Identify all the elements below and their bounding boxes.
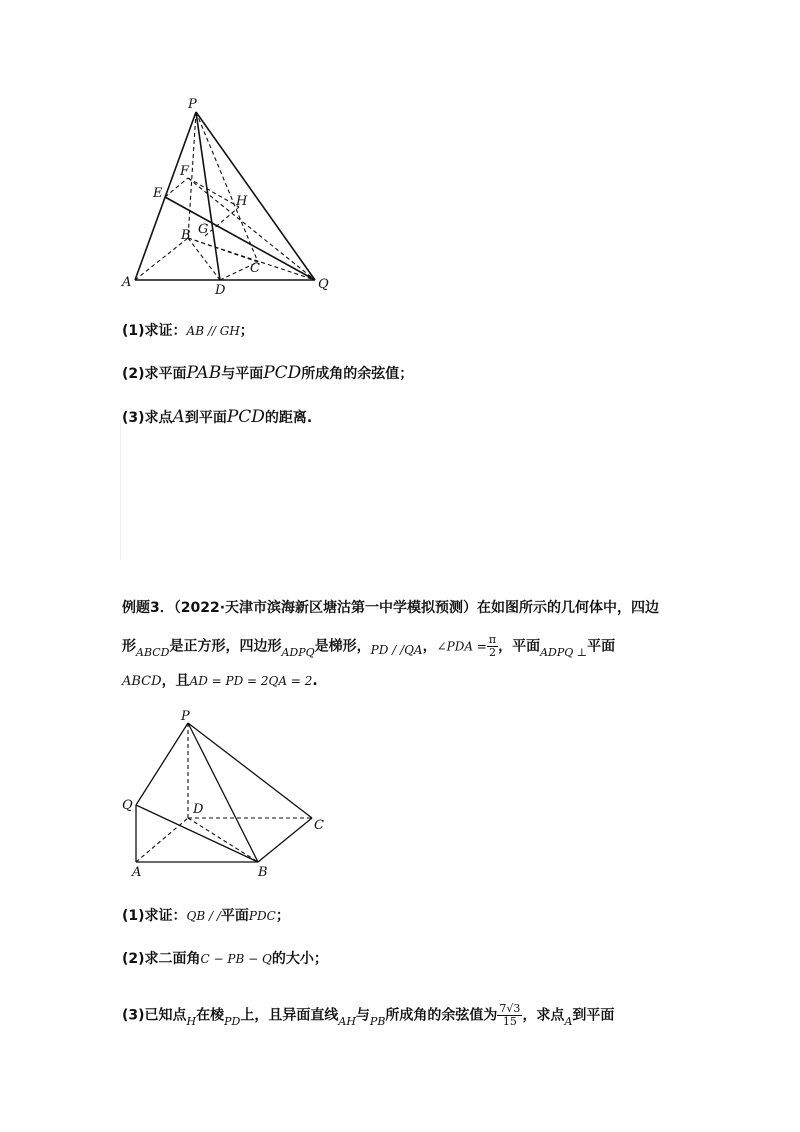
q2-p1-suffix: ； (275, 908, 290, 924)
ex3-l3-m2: AD = PD = 2QA = 2 (189, 674, 313, 688)
ex3-l2-t2: 是正方形，四边形 (169, 638, 282, 655)
q2-p2-prefix: (2)求二面角 (122, 951, 201, 967)
ex3-l2-m4: ∠PDA = (436, 639, 487, 654)
q1-p3-mid: 到平面 (184, 410, 227, 426)
q2-p3-t5: 所成角的余弦值为 (385, 1007, 498, 1024)
figure-2-geometry (0, 705, 800, 885)
label-C2: C (314, 818, 324, 833)
label-P: P (188, 97, 197, 112)
label-F: F (180, 164, 190, 179)
q1-p3-suffix: 的距离. (264, 410, 313, 426)
label-P2: P (181, 709, 190, 724)
q2-p3-t6: ，求点 (522, 1007, 565, 1024)
q2-part-2 (122, 948, 328, 968)
figure-1-geometry (0, 0, 800, 300)
q2-p1-math2: PDC (248, 909, 276, 923)
q2-p3-m3: AH (338, 1014, 356, 1028)
label-D: D (215, 283, 226, 298)
q2-p3-t2: 在棱 (196, 1007, 225, 1024)
label-D2: D (193, 802, 204, 817)
ex3-l2-t6: 平面 (587, 638, 616, 655)
q2-p3-m4: PB (369, 1014, 386, 1028)
example3-line-1: 例题3．（2022·天津市滨海新区塘沽第一中学模拟预测）在如图所示的几何体中，四边 (122, 600, 660, 616)
edge-PD (196, 112, 220, 280)
q2-p3-t3: 上，且异面直线 (240, 1007, 339, 1024)
q2-part-3 (122, 1003, 614, 1028)
q2-p2-math: C − PB − Q (200, 952, 272, 966)
q1-part-3 (122, 407, 312, 427)
label-Q: Q (318, 277, 329, 292)
ex3-l3-t1: ，且 (161, 673, 190, 689)
ex3-l2-t3: 是梯形， (314, 638, 371, 655)
ex3-frac-den: 2 (488, 646, 496, 659)
q1-p2-mid: 与平面 (221, 366, 264, 382)
label-A: A (122, 275, 132, 290)
ex3-l2-t1: 形 (122, 638, 136, 655)
q2-p2-suffix: 的大小； (271, 951, 328, 967)
ex3-l2-t5: ，平面 (498, 638, 541, 655)
ex3-l3-t2: . (312, 673, 318, 689)
q1-part-2 (122, 363, 413, 383)
label-A2: A (132, 865, 142, 880)
ex3-l2-m3: PD / /QA (370, 642, 423, 657)
label-G: G (198, 222, 209, 237)
example3-line-3 (122, 670, 318, 690)
q2-p3-m1: H (186, 1014, 197, 1028)
example3-line-2 (122, 634, 615, 659)
q1-p2-prefix: (2)求平面 (122, 366, 187, 382)
q1-p2-math1: PAB (186, 363, 222, 383)
q2-frac-cos (497, 1003, 522, 1028)
q2-p1-math1: QB / / (186, 909, 221, 923)
q2-p3-m2: PD (224, 1014, 241, 1028)
q1-part-1 (122, 320, 254, 340)
q1-p3-math1: A (172, 407, 185, 427)
q1-p2-math2: PCD (263, 363, 302, 383)
label-B: B (181, 228, 191, 243)
ex3-l2-m2: ADPQ (281, 645, 315, 659)
q1-p1-suffix: ； (239, 323, 254, 339)
ex3-frac-pi-over-2 (487, 634, 498, 659)
q1-p2-suffix: 所成角的余弦值； (301, 366, 414, 382)
label-C: C (250, 261, 260, 276)
ex3-frac-num: π (488, 633, 497, 646)
q1-p1-math: AB // GH (186, 324, 240, 338)
q2-frac-den: 15 (502, 1015, 517, 1028)
ex3-l2-m1: ABCD (136, 645, 170, 659)
q2-p3-m5: A (564, 1014, 573, 1028)
label-H: H (236, 194, 248, 209)
q2-p3-t1: (3)已知点 (122, 1007, 187, 1024)
label-B2: B (258, 865, 268, 880)
faint-margin-rule (120, 420, 121, 560)
q1-p3-prefix: (3)求点 (122, 410, 173, 426)
q2-p1-mid: 平面 (220, 908, 249, 924)
q2-part-1 (122, 905, 290, 925)
q1-p1-prefix: (1)求证： (122, 323, 187, 339)
ex3-l3-m1: ABCD (122, 674, 162, 689)
label-Q2: Q (122, 798, 133, 813)
q1-p3-math2: PCD (226, 407, 265, 427)
q2-frac-num: 7√3 (499, 1002, 521, 1015)
q2-p3-t7: 到平面 (572, 1007, 615, 1024)
q2-p3-t4: 与 (355, 1007, 370, 1024)
ex3-l2-m5: ADPQ ⊥ (540, 645, 588, 659)
label-E: E (153, 186, 163, 201)
q2-p1-prefix: (1)求证： (122, 908, 187, 924)
ex3-l2-t4: ， (422, 638, 437, 655)
